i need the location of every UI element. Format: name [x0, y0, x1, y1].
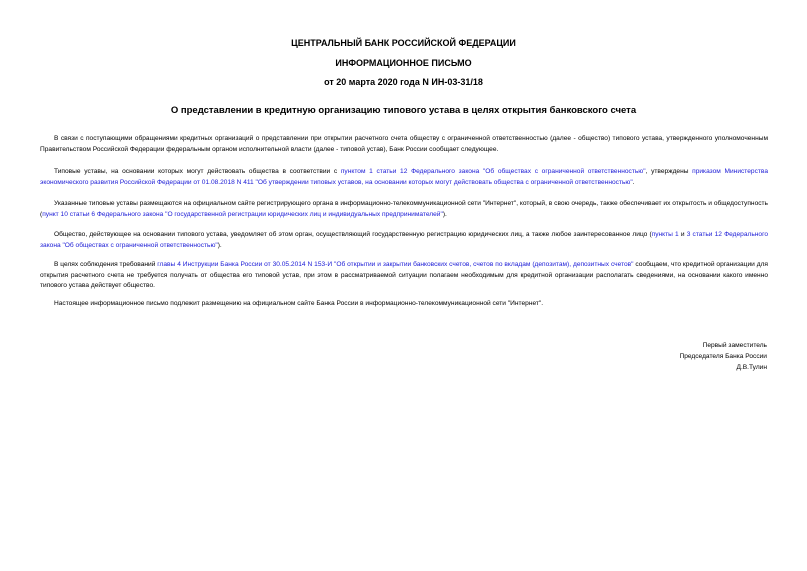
- link-fz-registration-art6[interactable]: пункт 10 статьи 6 Федерального закона "О государственной регистрации юридических лиц и индивидуальных предпринимателей": [42, 210, 443, 218]
- paragraph-3-text-1: Указанные типовые уставы размещаются на официальном сайте регистрирующего органа в информационно-телекоммуникационной сети "Интернет", который, в свою очередь, также обеспечивает их открытость и общедоступность (: [40, 200, 768, 218]
- link-clause-1[interactable]: пункты 1: [651, 231, 679, 238]
- signature-position-line-1: Первый заместитель: [702, 342, 767, 349]
- link-fz-llc-art12[interactable]: пунктом 1 статьи 12 Федерального закона "Об обществах с ограниченной ответственностью": [340, 168, 646, 175]
- paragraph-1: В связи с поступающими обращениями кредитных организаций о представлении при открытии расчетного счета обществу с ограниченной ответственностью (далее - общество) типового устава, утвержденного уполномоченным Правительством Российской Федерации федеральным органом исполнительной власти (далее - типовой устав), Банк России сообщает следующее.: [40, 135, 768, 153]
- paragraph-2-text-1: Типовые уставы, на основании которых могут действовать общества в соответствии с: [54, 168, 341, 175]
- document-type: ИНФОРМАЦИОННОЕ ПИСЬМО: [335, 58, 472, 68]
- link-instruction-153i[interactable]: главы 4 Инструкции Банка России от 30.05.2014 N 153-И "Об открытии и закрытии банковских счетов, счетов по вкладам (депозитам), депозитных счетов": [157, 261, 634, 268]
- document-date-number: от 20 марта 2020 года N ИН-03-31/18: [324, 77, 483, 87]
- paragraph-4: [40, 230, 768, 251]
- paragraph-2-text-2: , утверждены: [645, 168, 693, 175]
- paragraph-3-text-2: ).: [442, 210, 447, 218]
- paragraph-5-text-1: В целях соблюдения требований: [54, 261, 158, 268]
- signature-position-line-2: Председателя Банка России: [679, 353, 767, 360]
- signature-name: Д.В.Тулин: [736, 364, 767, 371]
- link-clause-3-art12[interactable]: 3 статьи 12 Федерального закона "Об обществах с ограниченной ответственностью": [40, 231, 769, 249]
- paragraph-4-text-2: и: [678, 231, 687, 238]
- paragraph-2: [40, 167, 768, 188]
- document-subject: О представлении в кредитную организацию типового устава в целях открытия банковского счета: [170, 105, 637, 116]
- link-order-411[interactable]: приказом Министерства экономического развития Российской Федерации от 01.08.2018 N 411 "Об утверждении типовых уставов, на основании которых могут действовать общества с ограниченной ответственностью": [40, 168, 768, 186]
- paragraph-4-text-1: Общество, действующее на основании типового устава, уведомляет об этом орган, осуществляющий государственную регистрацию юридических лиц, а также любое заинтересованное лицо (: [54, 231, 652, 238]
- paragraph-5-text-2: сообщаем, что кредитной организации для открытия расчетного счета не требуется получать от общества его типовой устав, при этом в рассматриваемой ситуации полагаем необходимым для кредитной организации располагать сведениями, на основании какого именно типового устава действует общество.: [40, 261, 768, 289]
- paragraph-6: Настоящее информационное письмо подлежит размещению на официальном сайте Банка России в информационно-телекоммуникационной сети "Интернет".: [54, 300, 544, 307]
- paragraph-3: [40, 199, 768, 220]
- issuer-title: ЦЕНТРАЛЬНЫЙ БАНК РОССИЙСКОЙ ФЕДЕРАЦИИ: [291, 38, 516, 48]
- paragraph-4-text-3: ).: [217, 241, 222, 249]
- paragraph-2-text-3: .: [632, 178, 635, 186]
- paragraph-5: [40, 260, 768, 292]
